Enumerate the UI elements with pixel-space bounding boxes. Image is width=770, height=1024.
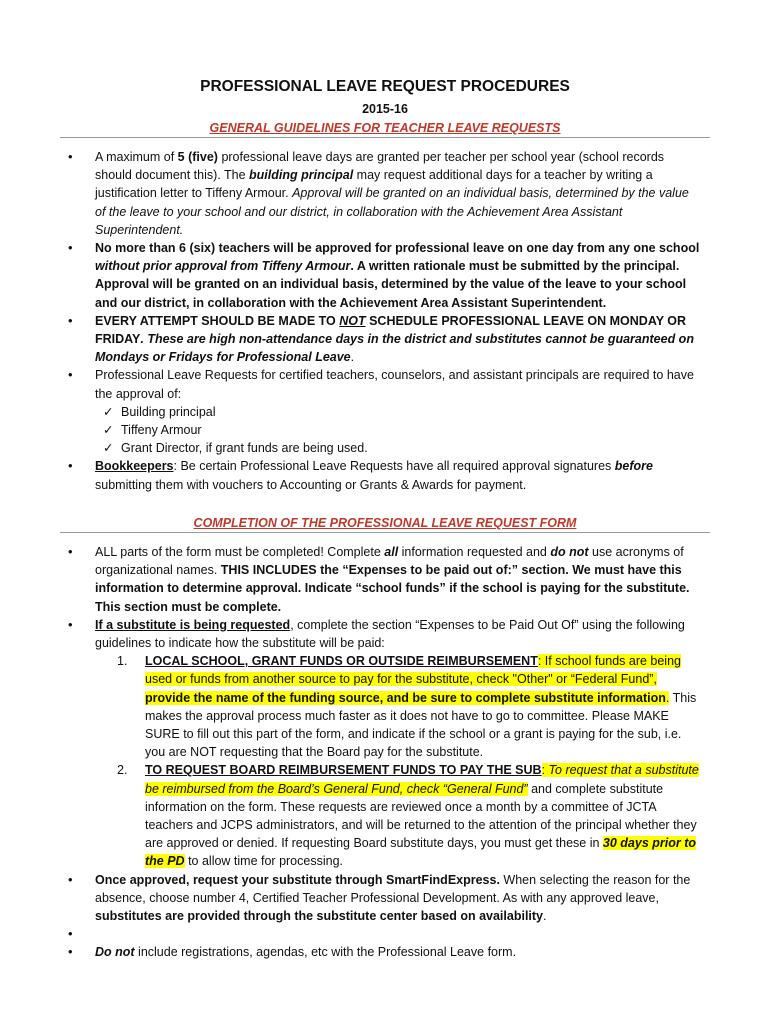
spacer: [70, 925, 702, 943]
completion-list: [70, 543, 702, 961]
list-item: • Do not include registrations, agendas, etc with the Professional Leave form.: [70, 943, 702, 961]
section-heading-completion: COMPLETION OF THE PROFESSIONAL LEAVE REQUEST FORM: [193, 516, 577, 530]
list-item: • Once approved, request your substitute through SmartFindExpress. When selecting the reason for the absence, choose number 4, Certified Teacher Professional Development. As with any approved leave, substitutes are provided through the substitute center based on availability.: [70, 871, 702, 926]
step-item: 2. TO REQUEST BOARD REIMBURSEMENT FUNDS TO PAY THE SUB: To request that a substitute be reimbursed from the Board’s General Fund, check “General Fund” and complete substitute information on the form. These requests are reviewed once a month by a committee of JCTA teachers and JCPS administrators, and will be returned to the attention of the principal whether they are approved or denied. If requesting Board substitute days, you must get these in 30 days prior to the PD to allow time for processing.: [117, 763, 699, 869]
substitute-payment-steps: [95, 652, 702, 870]
checklist-item: ✓ Grant Director, if grant funds are being used.: [103, 439, 702, 457]
checkmark-icon: ✓: [103, 423, 114, 438]
checklist-item: ✓ Building principal: [103, 403, 702, 421]
list-item: • A maximum of 5 (five) professional leave days are granted per teacher per school year (school records should document this). The building principal may request additional days for a teacher by writing a justification letter to Tiffeny Armour. Approval will be granted on an individual basis, determined by the value of the leave to your school and our district, in collaboration with the Achievement Area Assistant Superintendent.: [70, 148, 702, 239]
list-item: • Professional Leave Requests for certified teachers, counselors, and assistant principals are required to have the approval of: ✓ Building principal ✓ Tiffeny Armour ✓ Grant Director, if grant funds are being used.: [70, 366, 702, 457]
list-item: • If a substitute is being requested, complete the section “Expenses to be Paid Out Of” using the following guidelines to indicate how the substitute will be paid: 1. LOCAL SCHOOL, GRANT FUNDS OR OUTSIDE REIMBURSEMENT: If school funds are being used or funds from another source to pay for the substitute, check "Other" or “Federal Fund”, provide the name of the funding source, and be sure to complete substitute information. This makes the approval process much faster as it does not have to go to committee. Please MAKE SURE to fill out this part of the form, and indicate if the school or a grant is paying for the sub, i.e. you are NOT requesting that the Board pay for the substitute. 2. TO REQUEST BOARD REIMBURSEMENT FUNDS TO PAY THE SUB: To request that a substitute be reimbursed from the Board’s General Fund, check “General Fund” and complete substitute information on the form. These requests are reviewed once a month by a committee of JCTA teachers and JCPS administrators, and will be returned to the attention of the principal whether they are approved or denied. If requesting Board substitute days, you must get these in 30 days prior to the PD to allow time for processing.: [70, 616, 702, 871]
list-item: • No more than 6 (six) teachers will be approved for professional leave on one day from any one school without prior approval from Tiffeny Armour. A written rationale must be submitted by the principal. Approval will be granted on an individual basis, determined by the value of the leave to your school and our district, in collaboration with the Achievement Area Assistant Superintendent.: [70, 239, 702, 312]
list-item: • EVERY ATTEMPT SHOULD BE MADE TO NOT SCHEDULE PROFESSIONAL LEAVE ON MONDAY OR FRIDAY. These are high non-attendance days in the district and substitutes cannot be guaranteed on Mondays or Fridays for Professional Leave.: [70, 312, 702, 367]
section-divider: [60, 532, 710, 533]
checklist-item: ✓ Tiffeny Armour: [103, 421, 702, 439]
step-item: 1. LOCAL SCHOOL, GRANT FUNDS OR OUTSIDE REIMBURSEMENT: If school funds are being used or funds from another source to pay for the substitute, check "Other" or “Federal Fund”, provide the name of the funding source, and be sure to complete substitute information. This makes the approval process much faster as it does not have to go to committee. Please MAKE SURE to fill out this part of the form, and indicate if the school or a grant is paying for the sub, i.e. you are NOT requesting that the Board pay for the substitute.: [117, 654, 697, 760]
general-guidelines-list: [70, 148, 702, 494]
document-year: 2015-16: [362, 102, 408, 116]
section-heading-general-guidelines: GENERAL GUIDELINES FOR TEACHER LEAVE REQUESTS: [209, 121, 561, 135]
approval-checklist: [95, 403, 702, 458]
section-divider: [60, 137, 710, 138]
checkmark-icon: ✓: [103, 404, 114, 419]
list-item: • Bookkeepers: Be certain Professional Leave Requests have all required approval signatures before submitting them with vouchers to Accounting or Grants & Awards for payment.: [70, 457, 702, 493]
checkmark-icon: ✓: [103, 441, 114, 456]
document-title: PROFESSIONAL LEAVE REQUEST PROCEDURES: [200, 78, 570, 95]
list-item: • ALL parts of the form must be completed! Complete all information requested and do not use acronyms of organizational names. THIS INCLUDES the “Expenses to be paid out of:” section. We must have this information to determine approval. Indicate “school funds” if the school is paying for the substitute. This section must be complete.: [70, 543, 702, 616]
